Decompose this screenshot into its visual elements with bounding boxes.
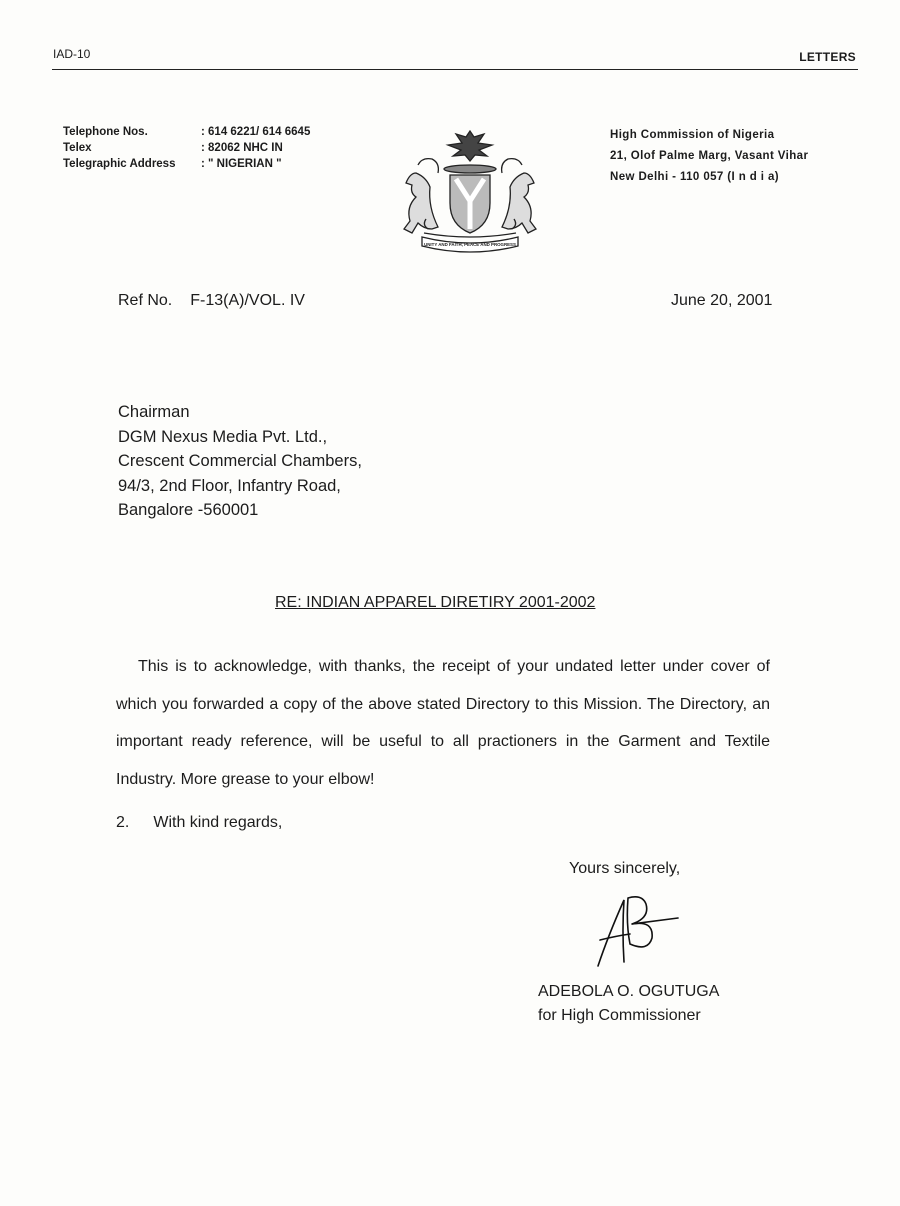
address-line: 21, Olof Palme Marg, Vasant Vihar [610, 150, 809, 162]
subject-line: RE: INDIAN APPAREL DIRETIRY 2001-2002 [275, 594, 596, 611]
contact-label: Telephone Nos. [63, 126, 148, 138]
recipient-line: 94/3, 2nd Floor, Infantry Road, [118, 476, 341, 495]
letter-body [116, 648, 770, 798]
ref-value: F-13(A)/VOL. IV [190, 292, 305, 309]
recipient-line: Crescent Commercial Chambers, [118, 452, 362, 471]
contact-label: Telex [63, 142, 92, 154]
address-line: New Delhi - 110 057 (I n d i a) [610, 171, 779, 183]
contact-details [63, 124, 310, 172]
body-paragraph: This is to acknowledge, with thanks, the receipt of your undated letter under cover of which you forwarded a copy of the above stated Directory to this Mission. The Directory, an important ready reference, will be useful to all practioners in the Garment and Textile Industry. More grease to your elbow! [116, 658, 770, 788]
signatory-title: for High Commissioner [538, 1007, 701, 1024]
signatory-block [538, 980, 719, 1028]
paragraph-2 [116, 814, 282, 832]
mission-address [610, 125, 808, 188]
crest-motto: UNITY AND FAITH, PEACE AND PROGRESS [424, 242, 516, 247]
contact-value: : 82062 NHC IN [201, 142, 283, 154]
closing-salutation: Yours sincerely, [569, 860, 681, 877]
contact-value: : " NIGERIAN " [201, 158, 282, 170]
recipient-line: Chairman [118, 403, 190, 421]
contact-row-telegraphic [63, 156, 310, 172]
address-line: High Commission of Nigeria [610, 129, 775, 141]
contact-row-telex [63, 140, 310, 156]
recipient-line: Bangalore -560001 [118, 501, 259, 520]
header-rule [52, 69, 858, 70]
contact-value: : 614 6221/ 614 6645 [201, 126, 311, 138]
contact-row-telephone [63, 124, 310, 140]
document-code: IAD-10 [53, 47, 91, 61]
contact-label: Telegraphic Address [63, 158, 176, 170]
signature-icon [588, 890, 684, 970]
signatory-name: ADEBOLA O. OGUTUGA [538, 983, 720, 1000]
letter-date: June 20, 2001 [671, 292, 773, 309]
nigeria-coat-of-arms-icon [398, 125, 542, 255]
ref-label: Ref No. [118, 292, 173, 309]
reference-number [118, 292, 323, 310]
section-title: LETTERS [799, 50, 856, 64]
recipient-address [118, 400, 362, 523]
recipient-line: DGM Nexus Media Pvt. Ltd., [118, 427, 328, 446]
paragraph-text: With kind regards, [153, 814, 283, 831]
paragraph-number: 2. [116, 814, 130, 831]
